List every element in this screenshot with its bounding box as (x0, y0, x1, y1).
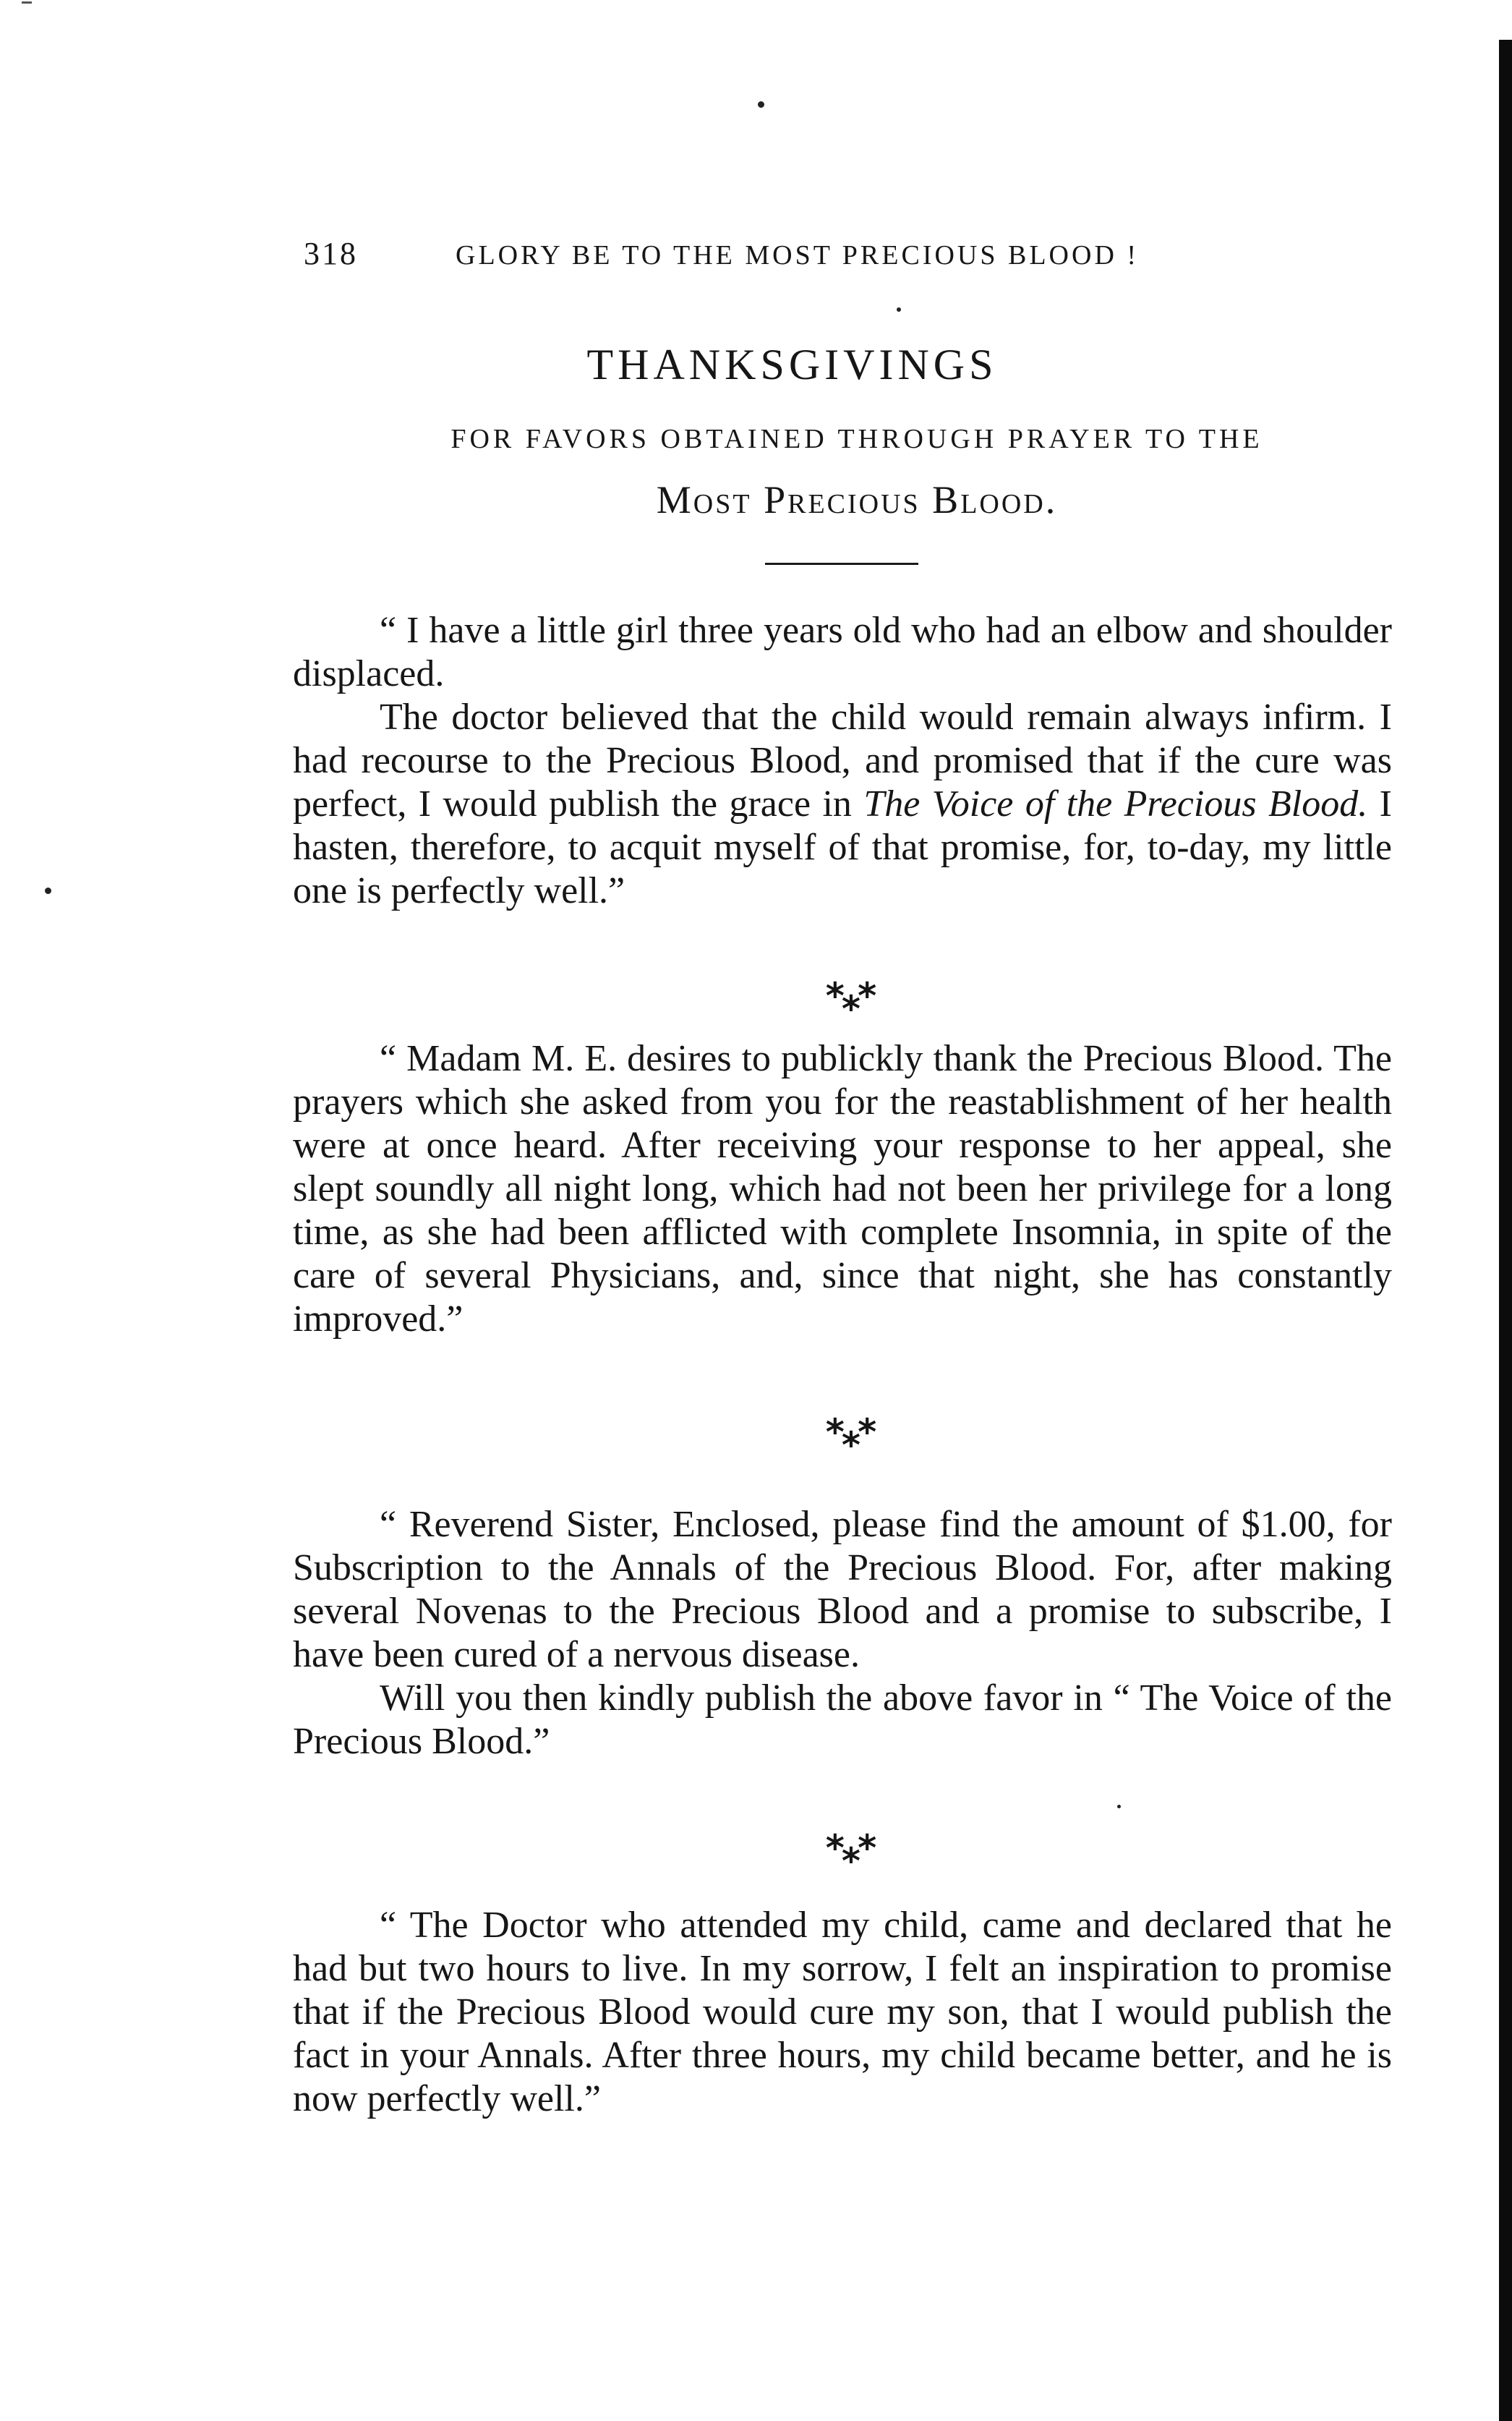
scan-speck (45, 888, 51, 894)
thanksgiving-entry (293, 1503, 1392, 1763)
scan-mark (22, 1, 32, 4)
entry-paragraph: “ The Doctor who attended my child, came and declared that he had but two hours to live. In my sorrow, I felt an inspiration to promise that if the Precious Blood would cure my son, that I would publish the fact in your Annals. After three hours, my child became better, and he is now perfectly well.” (293, 1905, 1392, 2119)
running-head (304, 235, 1265, 272)
thanksgiving-entry (293, 1904, 1392, 2121)
entry-text: The doctor believed that the child would remain always infirm. I had recourse to the Precious Blood, and promised that if the cure was perfect, I would publish the grace in (293, 697, 1392, 825)
section-subtitle-second-line: Most Precious Blood. (656, 478, 1058, 522)
asterism: *** (825, 1827, 874, 1882)
section-title: THANKSGIVINGS (586, 341, 998, 388)
publication-title: The Voice of the Precious Blood. (863, 783, 1368, 825)
entry-paragraph: Will you then kindly publish the above favor in “ The Voice of the Precious Blood.” (293, 1677, 1392, 1762)
entry-paragraph: “ I have a little girl three years old who had an elbow and shoulder displaced. (293, 610, 1392, 694)
scan-speck (1117, 1805, 1121, 1808)
entry-text: I hasten, therefore, to acquit myself of that promise, for, to-day, my little one is perfectly well.” (293, 783, 1392, 911)
separator-asterisks (806, 1411, 893, 1466)
running-title: GLORY BE TO THE MOST PRECIOUS BLOOD ! (456, 240, 1140, 271)
thanksgiving-entry (293, 609, 1392, 913)
page-number: 318 (304, 236, 358, 271)
asterism: *** (825, 1411, 874, 1466)
scan-speck (758, 101, 764, 108)
separator-asterisks (806, 1827, 893, 1882)
asterism: *** (825, 975, 874, 1030)
separator-asterisks (806, 975, 893, 1030)
entry-paragraph: “ Reverend Sister, Enclosed, please find the amount of $1.00, for Subscription to the Annals of the Precious Blood. For, after making several Novenas to the Precious Blood and a promise to subscribe, I have been cured of a nervous disease. (293, 1504, 1392, 1675)
section-subtitle: FOR FAVORS OBTAINED THROUGH PRAYER TO THE (450, 424, 1263, 454)
entry-paragraph: “ Madam M. E. desires to publickly thank the Precious Blood. The prayers which she asked from you for the reastablishment of her health were at once heard. After receiving your response to her appeal, she slept soundly all night long, which had not been her privilege for a long time, as she had been afflicted with complete Insomnia, in spite of the care of several Physicians, and, since that night, she has constantly improved.” (293, 1038, 1392, 1340)
thanksgiving-entry (293, 1037, 1392, 1341)
entry-paragraph (293, 696, 1392, 913)
title-rule (765, 563, 918, 565)
scan-edge-shadow (1499, 40, 1512, 2421)
scan-speck (897, 307, 901, 312)
